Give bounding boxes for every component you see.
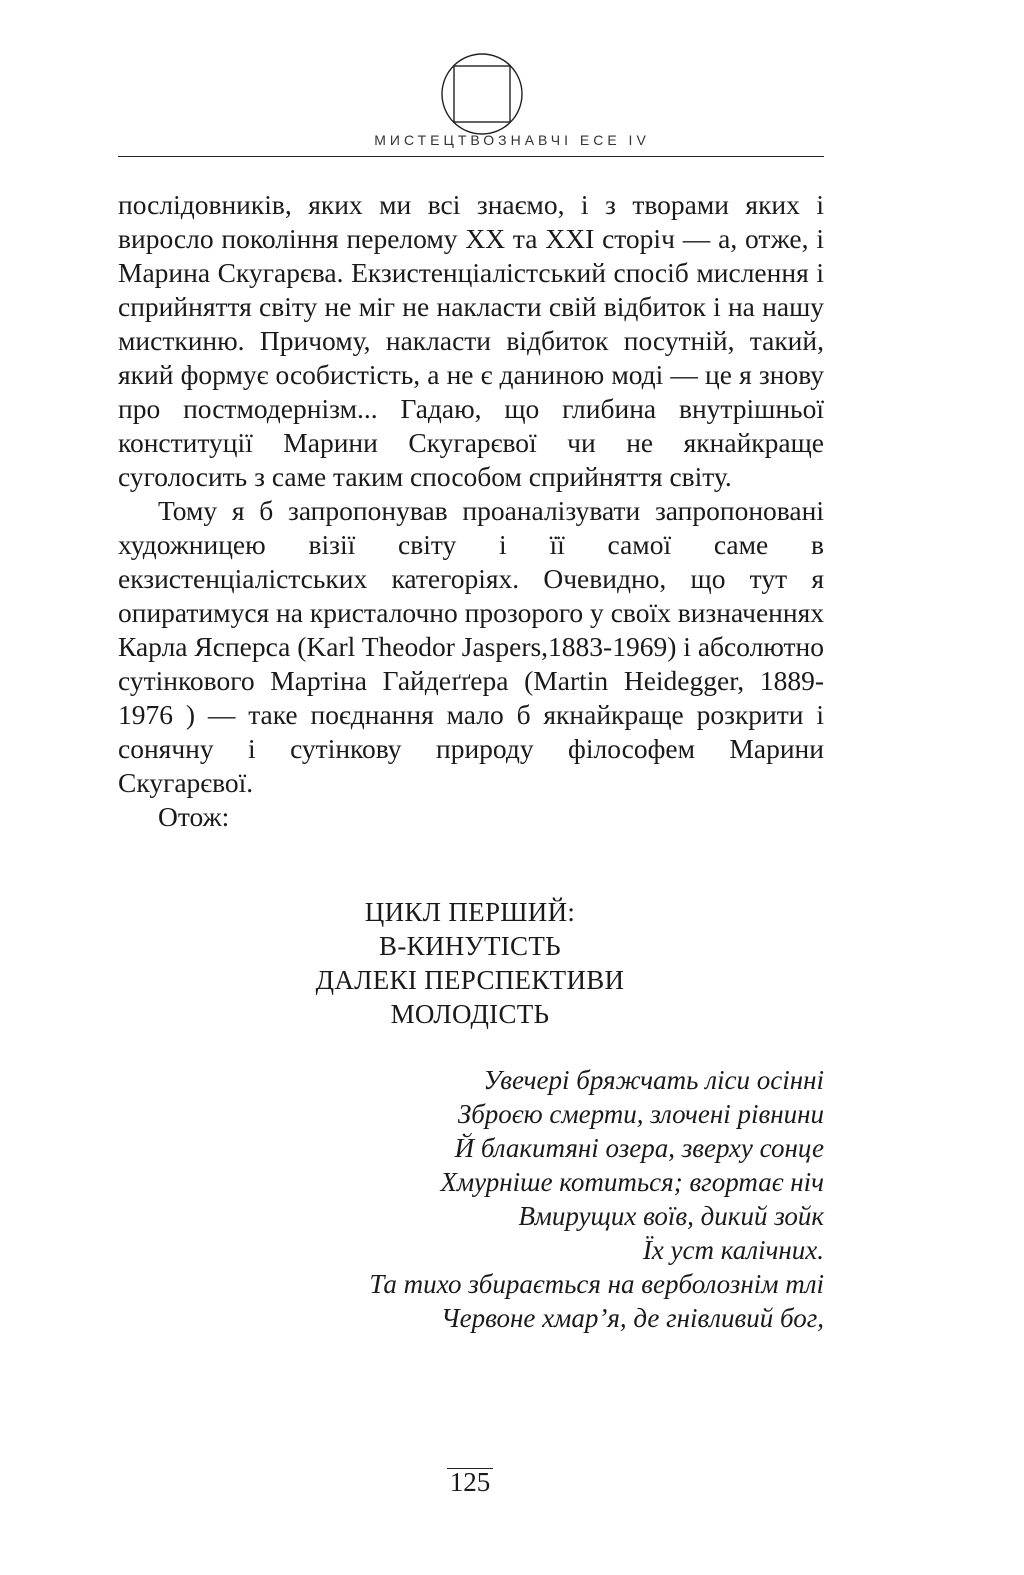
section-heading: [0, 895, 940, 1031]
paragraph: послідовників, яких ми всі знаємо, і з творами яких і виросло покоління перелому XX та XXI сторіч — а, отже, і Марина Скугарєва. Екзистенціалістський спосіб мислення і сприйняття світу не міг не накласти свій відбиток і на нашу мисткиню. Причому, накласти відбиток посутній, такий, який формує особистість, а не є даниною моді — це я знову про постмодернізм... Гадаю, що глибина внутрішньої конституції Марини Скугарєвої чи не якнайкраще суголосить з саме таким способом сприйняття світу.: [118, 189, 824, 492]
page-number: 125: [449, 1467, 491, 1497]
heading-line: ЦИКЛ ПЕРШИЙ:: [364, 897, 576, 927]
poem-line: Увечері бряжчать ліси осінні: [483, 1065, 824, 1095]
heading-line: ДАЛЕКІ ПЕРСПЕКТИВИ: [315, 965, 625, 995]
circle-square-emblem-icon: [438, 50, 526, 138]
heading-line: В-КИНУТІСТЬ: [379, 931, 561, 961]
poem-line: Зброєю смерти, злочені рівнини: [457, 1099, 824, 1129]
paragraph: Тому я б запропонував проаналізувати запропоновані художницею візії світу і її самої саме в екзистенціалістських категоріях. Очевидно, що тут я опиратимуся на кристалочно прозорого у своїх визначеннях Карла Ясперса (Karl Theodor Jaspers,1883-1969) і абсолютно сутінкового Мартіна Гайдеґґера (Martin Heidegger, 1889-1976 ) — таке поєднання мало б якнайкраще розкрити і сонячну і сутінкову природу філософем Марини Скугарєвої.: [118, 495, 824, 798]
poem-line: Їх уст калічних.: [642, 1235, 824, 1265]
poem-line: Й блакитяні озера, зверху сонце: [454, 1133, 824, 1163]
running-head: МИСТЕЦТВОЗНАВЧІ ЕСЕ IV: [374, 132, 650, 148]
header-divider: [118, 156, 824, 157]
body-text: [118, 188, 824, 834]
poem-line: Червоне хмар’я, де гнівливий бог,: [441, 1303, 824, 1333]
poem-line: Хмурніше котиться; вгортає ніч: [440, 1167, 824, 1197]
poem-line: Та тихо збирається на верболознім тлі: [369, 1269, 824, 1299]
paragraph: Отож:: [158, 801, 230, 832]
poem-epigraph: [118, 1063, 824, 1335]
heading-line: МОЛОДІСТЬ: [390, 999, 550, 1029]
poem-line: Вмирущих воїв, дикий зойк: [518, 1201, 824, 1231]
